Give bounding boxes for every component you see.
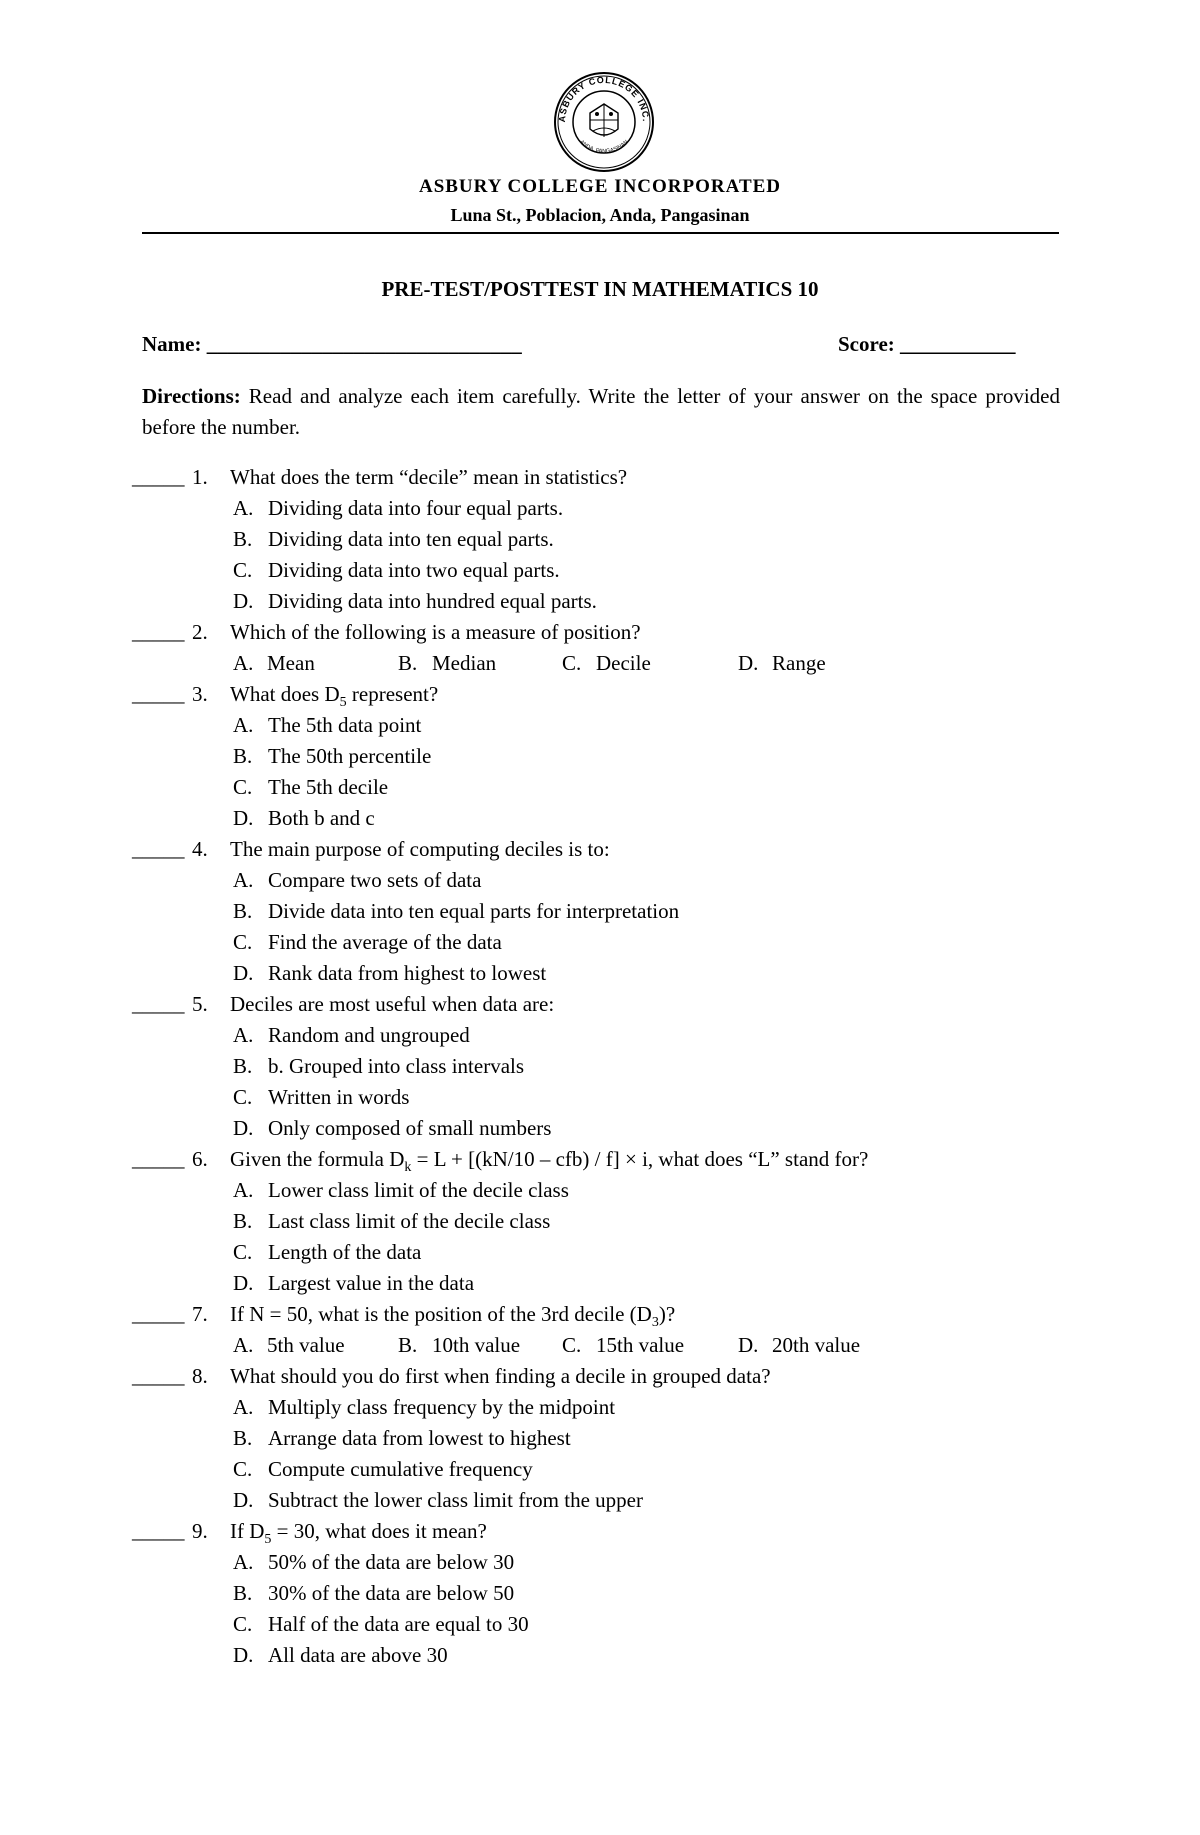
question-text-subscript: 5 <box>264 1532 272 1548</box>
question-number: 1. <box>192 465 208 489</box>
question-text-before: What does D <box>230 682 340 706</box>
option-row <box>0 803 1200 834</box>
option-letter: B. <box>233 1426 253 1450</box>
option-row <box>0 1454 1200 1485</box>
question-number: 8. <box>192 1364 208 1388</box>
directions-label: Directions: <box>142 384 241 408</box>
option-text: Lower class limit of the decile class <box>268 1178 569 1202</box>
answer-blank[interactable]: _____ <box>132 1519 185 1543</box>
option-text: Length of the data <box>268 1240 422 1264</box>
option-letter: A. <box>233 868 254 892</box>
option-row <box>0 1113 1200 1144</box>
option-text: Dividing data into two equal parts. <box>268 558 560 582</box>
question-number: 7. <box>192 1302 208 1326</box>
option-row <box>0 896 1200 927</box>
inline-option <box>562 648 651 679</box>
directions-text: Read and analyze each item carefully. Write the letter of your answer on the space provided before the number. <box>142 384 1060 439</box>
option-text: 5th value <box>267 1333 345 1357</box>
option-row <box>0 1175 1200 1206</box>
option-letter: C. <box>562 1333 582 1357</box>
option-text: 30% of the data are below 50 <box>268 1581 515 1605</box>
question-row <box>0 1144 1200 1175</box>
school-address: Luna St., Poblacion, Anda, Pangasinan <box>450 205 750 225</box>
question-text-subscript: 5 <box>339 695 347 711</box>
question-row <box>0 462 1200 493</box>
question-number: 9. <box>192 1519 208 1543</box>
answer-blank[interactable]: _____ <box>132 682 185 706</box>
option-row <box>0 772 1200 803</box>
option-letter: C. <box>233 775 253 799</box>
question-text-before: If N = 50, what is the position of the 3rd decile (D <box>230 1302 652 1326</box>
question-text-subscript: k <box>404 1160 412 1176</box>
option-text: Multiply class frequency by the midpoint <box>268 1395 616 1419</box>
question-row <box>0 679 1200 710</box>
option-text: 50% of the data are below 30 <box>268 1550 515 1574</box>
question-text-after: represent? <box>346 682 439 706</box>
option-row <box>0 493 1200 524</box>
option-text: 10th value <box>432 1333 521 1357</box>
answer-blank[interactable]: _____ <box>132 465 185 489</box>
option-letter: D. <box>233 1116 254 1140</box>
option-text: The 5th data point <box>268 713 422 737</box>
option-text: Arrange data from lowest to highest <box>268 1426 571 1450</box>
option-letter: D. <box>233 1271 254 1295</box>
option-letter: D. <box>233 1643 254 1667</box>
option-letter: C. <box>233 1085 253 1109</box>
option-text: Range <box>772 651 826 675</box>
option-text: Dividing data into hundred equal parts. <box>268 589 597 613</box>
question-text <box>230 1516 487 1547</box>
inline-option <box>233 648 315 679</box>
inline-option <box>562 1330 684 1361</box>
question-text: What should you do first when finding a decile in grouped data? <box>230 1364 771 1388</box>
option-letter: A. <box>233 713 254 737</box>
option-text: Compute cumulative frequency <box>268 1457 533 1481</box>
question-text: What does the term “decile” mean in statistics? <box>230 465 628 489</box>
inline-option <box>738 648 826 679</box>
question-row <box>0 1516 1200 1547</box>
option-letter: D. <box>233 961 254 985</box>
question-text: Which of the following is a measure of position? <box>230 620 641 644</box>
inline-option <box>398 1330 520 1361</box>
question-number: 5. <box>192 992 208 1016</box>
option-row <box>0 741 1200 772</box>
option-row <box>0 555 1200 586</box>
option-text: 20th value <box>772 1333 861 1357</box>
option-letter: A. <box>233 496 254 520</box>
option-letter: C. <box>233 1612 253 1636</box>
option-text: Mean <box>267 651 315 675</box>
option-letter: B. <box>233 1581 253 1605</box>
option-letter: B. <box>233 744 253 768</box>
option-text: Dividing data into four equal parts. <box>268 496 564 520</box>
question-text-subscript: 3 <box>651 1315 659 1331</box>
inline-options-row <box>0 1330 1200 1361</box>
option-row <box>0 1392 1200 1423</box>
option-letter: C. <box>233 558 253 582</box>
option-text: 15th value <box>596 1333 685 1357</box>
question-row <box>0 617 1200 648</box>
option-letter: B. <box>398 1333 418 1357</box>
inline-options-row <box>0 648 1200 679</box>
option-letter: B. <box>233 1209 253 1233</box>
answer-blank[interactable]: _____ <box>132 837 185 861</box>
question-text-before: Given the formula D <box>230 1147 405 1171</box>
question-row <box>0 1361 1200 1392</box>
option-text: Random and ungrouped <box>268 1023 470 1047</box>
question-number: 3. <box>192 682 208 706</box>
option-letter: A. <box>233 1395 254 1419</box>
option-row <box>0 1423 1200 1454</box>
option-letter: C. <box>233 1240 253 1264</box>
inline-option <box>738 1330 860 1361</box>
question-text-before: If D <box>230 1519 265 1543</box>
inline-option <box>398 648 496 679</box>
option-letter: B. <box>398 651 418 675</box>
question-text-after: )? <box>658 1302 676 1326</box>
option-letter: B. <box>233 1054 253 1078</box>
question-row <box>0 834 1200 865</box>
answer-blank[interactable]: _____ <box>132 1147 185 1171</box>
option-letter: A. <box>233 1178 254 1202</box>
option-letter: D. <box>233 806 254 830</box>
option-letter: A. <box>233 1333 254 1357</box>
option-letter: C. <box>233 930 253 954</box>
option-text: Compare two sets of data <box>268 868 482 892</box>
question-text <box>230 1299 675 1330</box>
option-row <box>0 1051 1200 1082</box>
question-text-after: = L + [(kN/10 – cfb) / f] × i, what does “L” stand for? <box>411 1147 869 1171</box>
option-letter: A. <box>233 1023 254 1047</box>
option-row <box>0 1268 1200 1299</box>
option-row <box>0 1578 1200 1609</box>
option-text: Half of the data are equal to 30 <box>268 1612 529 1636</box>
answer-blank[interactable]: _____ <box>132 1302 185 1326</box>
option-row <box>0 1640 1200 1671</box>
option-row <box>0 865 1200 896</box>
option-row <box>0 1609 1200 1640</box>
option-text: b. Grouped into class intervals <box>268 1054 525 1078</box>
option-letter: A. <box>233 651 254 675</box>
inline-option <box>233 1330 345 1361</box>
option-text: Median <box>432 651 497 675</box>
question-text-after: = 30, what does it mean? <box>271 1519 487 1543</box>
option-letter: D. <box>738 651 759 675</box>
option-row <box>0 710 1200 741</box>
question-text <box>230 1144 868 1175</box>
option-row <box>0 1020 1200 1051</box>
option-letter: B. <box>233 527 253 551</box>
option-text: Divide data into ten equal parts for interpretation <box>268 899 680 923</box>
question-text <box>230 679 438 710</box>
option-text: Find the average of the data <box>268 930 502 954</box>
answer-blank[interactable]: _____ <box>132 992 185 1016</box>
question-list <box>0 462 1200 1671</box>
option-text: Written in words <box>268 1085 410 1109</box>
option-row <box>0 524 1200 555</box>
option-letter: A. <box>233 1550 254 1574</box>
option-text: Decile <box>596 651 651 675</box>
option-letter: C. <box>562 651 582 675</box>
option-text: Rank data from highest to lowest <box>268 961 547 985</box>
option-text: Last class limit of the decile class <box>268 1209 551 1233</box>
question-row <box>0 1299 1200 1330</box>
option-letter: C. <box>233 1457 253 1481</box>
option-text: The 50th percentile <box>268 744 432 768</box>
option-text: The 5th decile <box>268 775 389 799</box>
name-field[interactable]: Name: ______________________________ <box>142 332 522 356</box>
question-row <box>0 989 1200 1020</box>
header-divider <box>142 232 1059 234</box>
answer-blank[interactable]: _____ <box>132 620 185 644</box>
option-text: All data are above 30 <box>268 1643 448 1667</box>
option-letter: D. <box>233 589 254 613</box>
option-row <box>0 958 1200 989</box>
question-number: 4. <box>192 837 208 861</box>
test-title: PRE-TEST/POSTTEST IN MATHEMATICS 10 <box>381 277 819 301</box>
option-letter: D. <box>738 1333 759 1357</box>
directions <box>142 381 1060 443</box>
option-row <box>0 927 1200 958</box>
option-row <box>0 1485 1200 1516</box>
option-text: Both b and c <box>268 806 375 830</box>
school-seal-logo <box>553 71 655 173</box>
option-row <box>0 1206 1200 1237</box>
question-number: 2. <box>192 620 208 644</box>
score-field[interactable]: Score: ___________ <box>838 332 1016 356</box>
school-name: ASBURY COLLEGE INCORPORATED <box>418 176 782 197</box>
option-text: Subtract the lower class limit from the upper <box>268 1488 643 1512</box>
option-row <box>0 1082 1200 1113</box>
question-text: Deciles are most useful when data are: <box>230 992 555 1016</box>
option-text: Dividing data into ten equal parts. <box>268 527 554 551</box>
question-number: 6. <box>192 1147 208 1171</box>
svg-text:ANDA, PANGASINAN: ANDA, PANGASINAN <box>578 139 630 155</box>
svg-text:ASBURY COLLEGE INC.: ASBURY COLLEGE INC. <box>556 74 652 123</box>
question-text: The main purpose of computing deciles is to: <box>230 837 610 861</box>
option-letter: D. <box>233 1488 254 1512</box>
option-row <box>0 1237 1200 1268</box>
option-text: Largest value in the data <box>268 1271 475 1295</box>
option-row <box>0 1547 1200 1578</box>
answer-blank[interactable]: _____ <box>132 1364 185 1388</box>
option-text: Only composed of small numbers <box>268 1116 552 1140</box>
option-letter: B. <box>233 899 253 923</box>
option-row <box>0 586 1200 617</box>
